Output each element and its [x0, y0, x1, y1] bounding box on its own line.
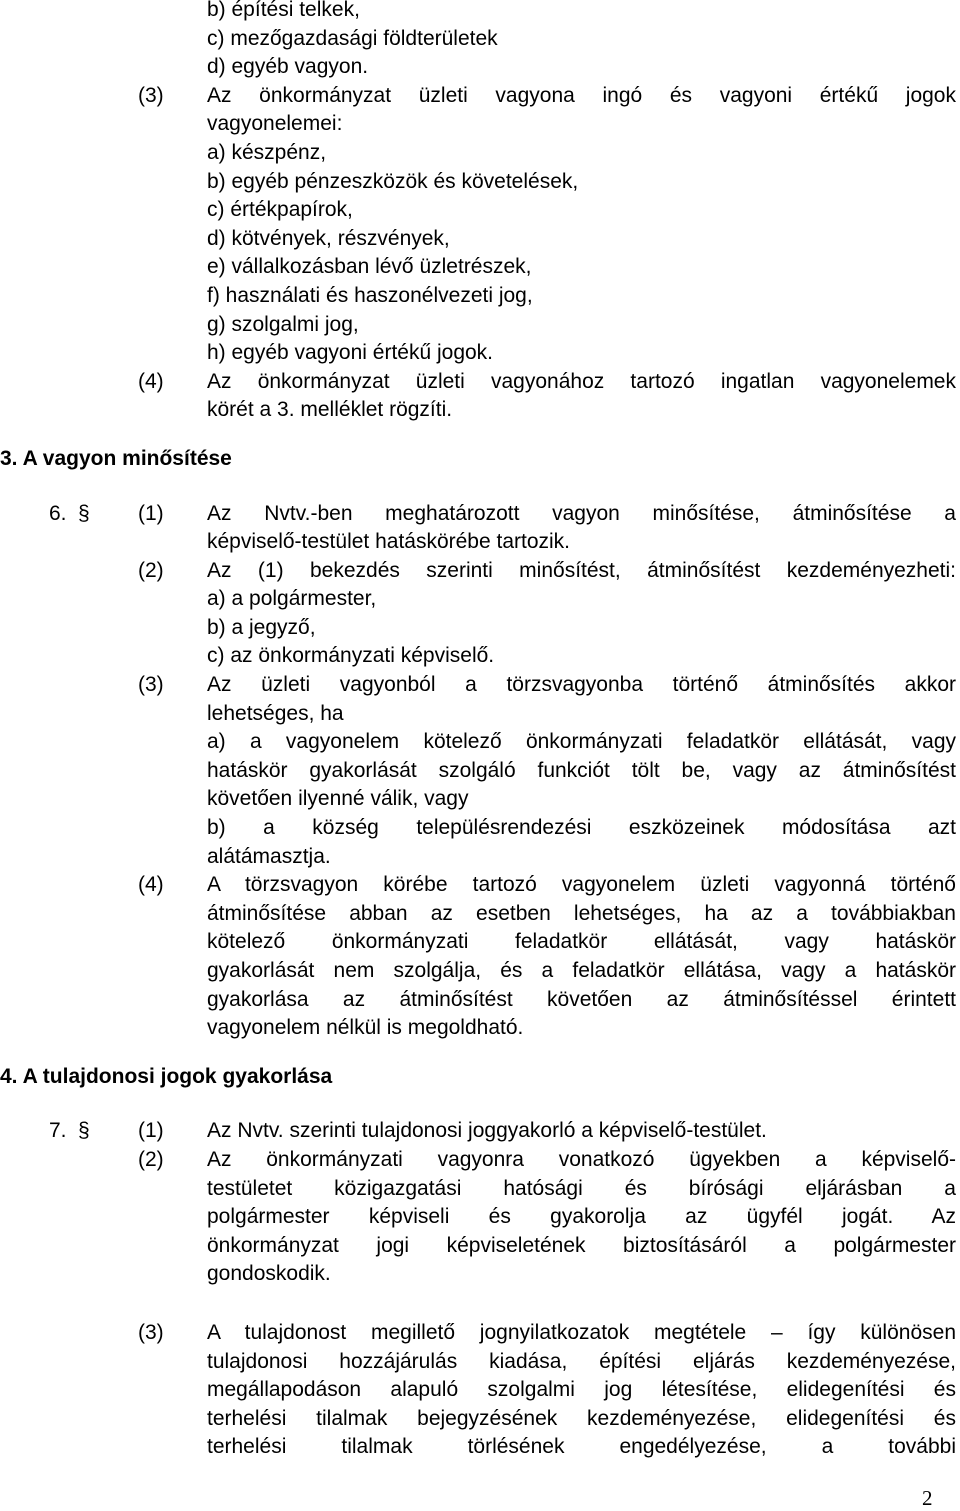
paragraph-number: (3)	[138, 83, 164, 107]
paragraph-line: alátámasztja.	[207, 844, 331, 868]
paragraph-line: a) a vagyonelem kötelező önkormányzati feladatkör ellátását, vagy	[207, 730, 956, 754]
paragraph-line: Az üzleti vagyonból a törzsvagyonba történő átminősítés akkor	[207, 673, 956, 697]
section3-paragraph-4	[0, 871, 960, 1043]
paragraph-line: terhelési tilalmak bejegyzésének kezdeményezése, elidegenítési és	[207, 1406, 956, 1430]
list-item: e) vállalkozásban lévő üzletrészek,	[207, 255, 532, 279]
paragraph-line: A tulajdonost megillető jognyilatkozatok megtétele – így különösen	[207, 1320, 956, 1344]
paragraph-line: Az önkormányzati vagyonra vonatkozó ügyekben a képviselő-	[207, 1147, 956, 1171]
paragraph-number: (4)	[138, 369, 164, 393]
section3-paragraph-3	[0, 671, 960, 871]
paragraph-number: (2)	[138, 558, 164, 582]
paragraph-line: Az Nvtv. szerinti tulajdonosi joggyakorló a képviselő-testület.	[207, 1119, 767, 1143]
paragraph-4	[0, 368, 960, 425]
section4-paragraph-1	[0, 1117, 960, 1146]
paragraph-line: testületet közigazgatási hatósági és bírósági eljárásban a	[207, 1176, 956, 1200]
page-number: 2	[922, 1486, 933, 1510]
section-heading: 3. A vagyon minősítése	[0, 446, 232, 470]
list-item: h) egyéb vagyoni értékű jogok.	[207, 341, 494, 365]
list-item: b) a jegyző,	[207, 615, 316, 639]
section3-paragraph-2	[0, 557, 960, 671]
section4-paragraph-2	[0, 1146, 960, 1289]
list-item: b) építési telkek,	[207, 0, 360, 21]
paragraph-line: átminősítése abban az esetben lehetséges, ha az a továbbiakban	[207, 901, 956, 925]
paragraph-line: körét a 3. melléklet rögzíti.	[207, 398, 453, 422]
list-item: c) értékpapírok,	[207, 198, 353, 222]
paragraph-line: vagyonelemei:	[207, 112, 343, 136]
paragraph-line: lehetséges, ha	[207, 701, 344, 725]
section3-paragraph-1	[0, 500, 960, 557]
paragraph-line: Az Nvtv.-ben meghatározott vagyon minősítése, átminősítése a	[207, 501, 956, 525]
paragraph-line: vagyonelem nélkül is megoldható.	[207, 1016, 524, 1040]
list-item: g) szolgalmi jog,	[207, 312, 359, 336]
paragraph-line: terhelési tilalmak törlésének engedélyezése, a további	[207, 1435, 956, 1459]
list-item: b) egyéb pénzeszközök és követelések,	[207, 169, 579, 193]
section-number: 7.	[49, 1119, 67, 1143]
paragraph-line: kötelező önkormányzati feladatkör ellátását, vagy hatáskör	[207, 930, 956, 954]
paragraph-line: gyakorlását nem szolgálja, és a feladatkör ellátása, vagy a hatáskör	[207, 959, 956, 982]
paragraph-3	[0, 82, 960, 368]
section-mark: §	[78, 501, 90, 525]
list-item: c) mezőgazdasági földterületek	[207, 26, 498, 50]
paragraph-number: (1)	[138, 1119, 164, 1143]
paragraph-number: (1)	[138, 501, 164, 525]
list-item: f) használati és haszonélvezeti jog,	[207, 283, 533, 307]
paragraph-line: polgármester képviseli és gyakorolja az ügyfél jogát. Az	[207, 1205, 956, 1229]
paragraph-number: (3)	[138, 673, 164, 697]
list-item: d) kötvények, részvények,	[207, 226, 450, 250]
paragraph-number: (2)	[138, 1147, 164, 1171]
section-mark: §	[78, 1119, 90, 1143]
paragraph-number: (3)	[138, 1320, 164, 1344]
paragraph-line: A törzsvagyon körébe tartozó vagyonelem üzleti vagyonná történő	[207, 873, 956, 897]
paragraph-line: b) a község településrendezési eszközeinek módosítása azt	[207, 816, 956, 840]
paragraph-line: gondoskodik.	[207, 1262, 331, 1286]
section-number: 6.	[49, 501, 67, 525]
list-item: d) egyéb vagyon.	[207, 55, 369, 79]
paragraph-line: megállapodáson alapuló szolgalmi jog létesítése, elidegenítési és	[207, 1378, 956, 1402]
paragraph-line: képviselő-testület hatáskörébe tartozik.	[207, 530, 571, 554]
list-item: a) a polgármester,	[207, 587, 377, 611]
paragraph-line: Az önkormányzat üzleti vagyonához tartozó ingatlan vagyonelemek	[207, 369, 956, 393]
paragraph-number: (4)	[138, 873, 164, 897]
paragraph-line: Az (1) bekezdés szerinti minősítést, átminősítést kezdeményezheti:	[207, 558, 956, 582]
paragraph-line: önkormányzat jogi képviseletének biztosításáról a polgármester	[207, 1233, 956, 1257]
list-item: c) az önkormányzati képviselő.	[207, 644, 495, 668]
paragraph-line: gyakorlása az átminősítést követően az átminősítéssel érintett	[207, 987, 956, 1011]
section-heading: 4. A tulajdonosi jogok gyakorlása	[0, 1064, 333, 1088]
paragraph-line: követően ilyenné válik, vagy	[207, 787, 469, 811]
paragraph-line: tulajdonosi hozzájárulás kiadása, építési eljárás kezdeményezése,	[207, 1349, 956, 1373]
list-item: a) készpénz,	[207, 140, 327, 164]
intro-list	[207, 0, 956, 82]
section4-paragraph-3	[0, 1319, 960, 1462]
paragraph-line: Az önkormányzat üzleti vagyona ingó és vagyoni értékű jogok	[207, 83, 956, 107]
paragraph-line: hatáskör gyakorlását szolgáló funkciót tölt be, vagy az átminősítést	[207, 758, 956, 782]
